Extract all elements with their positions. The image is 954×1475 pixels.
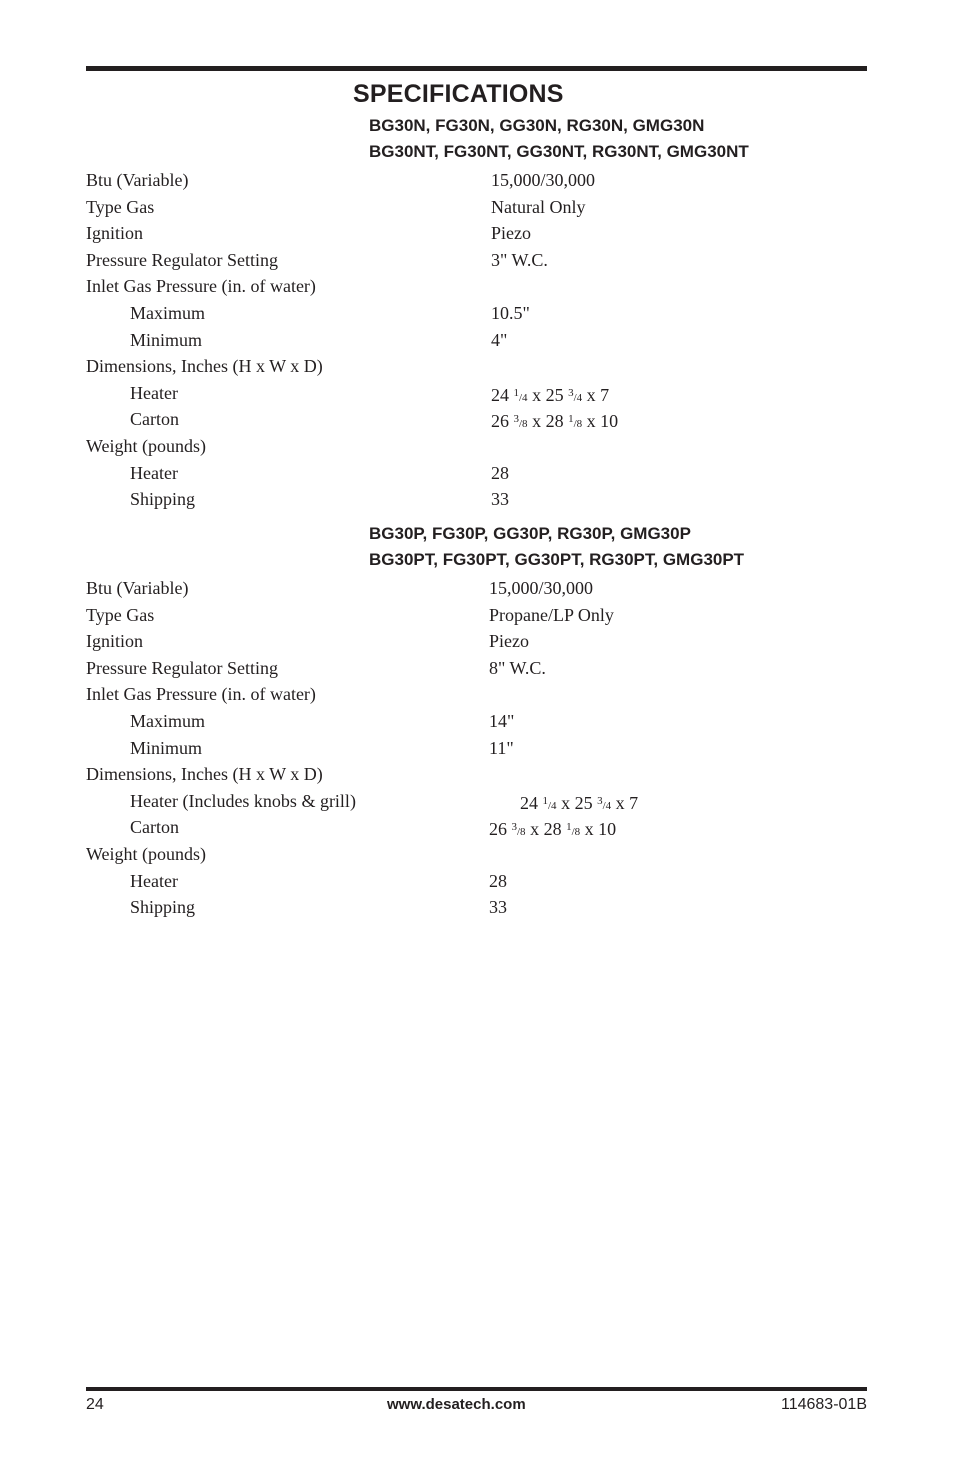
spec-label: Weight (pounds): [86, 843, 207, 864]
bottom-rule: [86, 1387, 867, 1391]
spec-row-dim-carton: [86, 406, 867, 433]
spec-value: 33: [491, 489, 509, 510]
fraction-numerator: 3: [511, 821, 517, 834]
model-list-natural-line-2: BG30NT, FG30NT, GG30NT, RG30NT, GMG30NT: [369, 142, 749, 161]
spec-table-propane: [86, 575, 867, 921]
dim-part: x 7: [611, 792, 639, 813]
fraction-denominator: /4: [602, 799, 612, 812]
spec-value: Propane/LP Only: [489, 604, 614, 625]
spec-row-weight-heater: [86, 460, 867, 487]
spec-value: 11": [489, 737, 514, 758]
spec-label: Carton: [130, 409, 179, 430]
spec-label: Weight (pounds): [86, 435, 207, 456]
spec-label: Type Gas: [86, 604, 155, 625]
dim-part: 26: [491, 411, 514, 432]
fraction-denominator: /4: [548, 799, 557, 812]
spec-row-dim-carton: [86, 814, 867, 841]
model-list-propane-line-1: BG30P, FG30P, GG30P, RG30P, GMG30P: [369, 524, 691, 543]
model-list-propane-line-2: BG30PT, FG30PT, GG30PT, RG30PT, GMG30PT: [369, 550, 745, 569]
document-number: 114683-01B: [781, 1396, 867, 1413]
spec-row-gas-type: [86, 194, 867, 221]
spec-row-inlet-min: [86, 735, 867, 762]
spec-row-ignition: [86, 628, 867, 655]
spec-row-inlet-pressure: [86, 681, 867, 708]
fraction: [568, 413, 583, 431]
spec-label: Minimum: [130, 737, 203, 758]
spec-label: Carton: [130, 817, 179, 838]
spec-row-dim-heater: [86, 380, 867, 407]
fraction-denominator: /4: [519, 391, 528, 404]
spec-row-weight: [86, 433, 867, 460]
spec-row-weight-heater: [86, 868, 867, 895]
fraction-denominator: /8: [571, 826, 581, 839]
spec-label: Pressure Regulator Setting: [86, 249, 278, 270]
spec-label: Dimensions, Inches (H x W x D): [86, 764, 323, 785]
spec-label: Maximum: [130, 302, 205, 323]
spec-row-weight: [86, 841, 867, 868]
spec-label: Btu (Variable): [86, 578, 189, 598]
dim-part: x 10: [580, 819, 617, 840]
spec-label: Heater (Includes knobs & grill): [130, 790, 356, 811]
fraction-numerator: 3: [568, 386, 574, 399]
dim-part: x 25: [556, 792, 598, 813]
spec-label: Shipping: [130, 897, 196, 918]
fraction: [513, 413, 528, 431]
spec-row-weight-shipping: [86, 894, 867, 921]
spec-label: Ignition: [86, 223, 143, 244]
spec-value: 28: [491, 462, 509, 483]
fraction-denominator: /8: [517, 826, 526, 839]
spec-label: Pressure Regulator Setting: [86, 657, 278, 678]
spec-value: Piezo: [491, 223, 531, 244]
spec-value: 4": [491, 329, 508, 350]
page-number: 24: [86, 1396, 104, 1413]
spec-label: Shipping: [130, 489, 196, 510]
fraction-numerator: 1: [566, 821, 572, 834]
spec-row-btu: [86, 575, 867, 602]
fraction-denominator: /4: [573, 391, 583, 404]
fraction-numerator: 3: [597, 794, 603, 807]
fraction: [513, 386, 528, 404]
spec-label: Maximum: [130, 710, 205, 731]
fraction: [542, 794, 557, 812]
dim-part: x 10: [582, 411, 619, 432]
spec-label: Inlet Gas Pressure (in. of water): [86, 276, 316, 297]
spec-row-dim-heater: [86, 788, 867, 815]
spec-row-gas-type: [86, 602, 867, 629]
spec-label: Btu (Variable): [86, 170, 189, 190]
fraction-denominator: /8: [573, 418, 583, 431]
spec-row-inlet-min: [86, 327, 867, 354]
spec-value: 8" W.C.: [489, 657, 546, 678]
fraction-denominator: /8: [519, 418, 528, 431]
fraction: [566, 821, 581, 839]
spec-label: Dimensions, Inches (H x W x D): [86, 356, 323, 377]
model-list-natural-line-1: BG30N, FG30N, GG30N, RG30N, GMG30N: [369, 116, 705, 135]
spec-row-btu: [86, 167, 867, 194]
fraction-numerator: 3: [513, 413, 519, 426]
spec-label: Heater: [130, 870, 178, 891]
spec-label: Minimum: [130, 329, 203, 350]
website-link[interactable]: www.desatech.com: [387, 1396, 526, 1413]
spec-value: 14": [489, 710, 515, 731]
spec-row-ignition: [86, 220, 867, 247]
fraction-numerator: 1: [568, 413, 574, 426]
spec-row-regulator: [86, 247, 867, 274]
dim-part: x 7: [582, 384, 610, 405]
dim-part: 26: [489, 819, 512, 840]
spec-value: 10.5": [491, 302, 530, 323]
spec-table-natural: [86, 167, 867, 513]
dim-part: x 28: [527, 411, 569, 432]
page-title: SPECIFICATIONS: [353, 80, 564, 108]
spec-value: Piezo: [489, 631, 529, 652]
spec-label: Inlet Gas Pressure (in. of water): [86, 684, 316, 705]
spec-row-regulator: [86, 655, 867, 682]
spec-row-inlet-pressure: [86, 273, 867, 300]
top-rule: [86, 66, 867, 71]
spec-label: Type Gas: [86, 196, 155, 217]
spec-row-dimensions: [86, 353, 867, 380]
spec-label: Ignition: [86, 631, 143, 652]
spec-row-weight-shipping: [86, 486, 867, 513]
fraction-numerator: 1: [513, 386, 519, 399]
spec-value: 15,000/30,000: [491, 170, 596, 190]
spec-row-dimensions: [86, 761, 867, 788]
spec-row-inlet-max: [86, 300, 867, 327]
spec-label: Heater: [130, 462, 178, 483]
spec-value: Natural Only: [491, 196, 586, 217]
fraction: [568, 386, 583, 404]
fraction: [511, 821, 526, 839]
spec-value: 33: [489, 897, 507, 918]
fraction-numerator: 1: [542, 794, 548, 807]
dim-part: x 28: [525, 819, 567, 840]
fraction: [597, 794, 612, 812]
spec-label: Heater: [130, 382, 178, 403]
spec-value: 28: [489, 870, 507, 891]
spec-value: 15,000/30,000: [489, 578, 594, 598]
dim-part: x 25: [527, 384, 569, 405]
spec-row-inlet-max: [86, 708, 867, 735]
dim-part: 24: [520, 792, 543, 813]
spec-value: 3" W.C.: [491, 249, 548, 270]
dim-part: 24: [491, 384, 514, 405]
